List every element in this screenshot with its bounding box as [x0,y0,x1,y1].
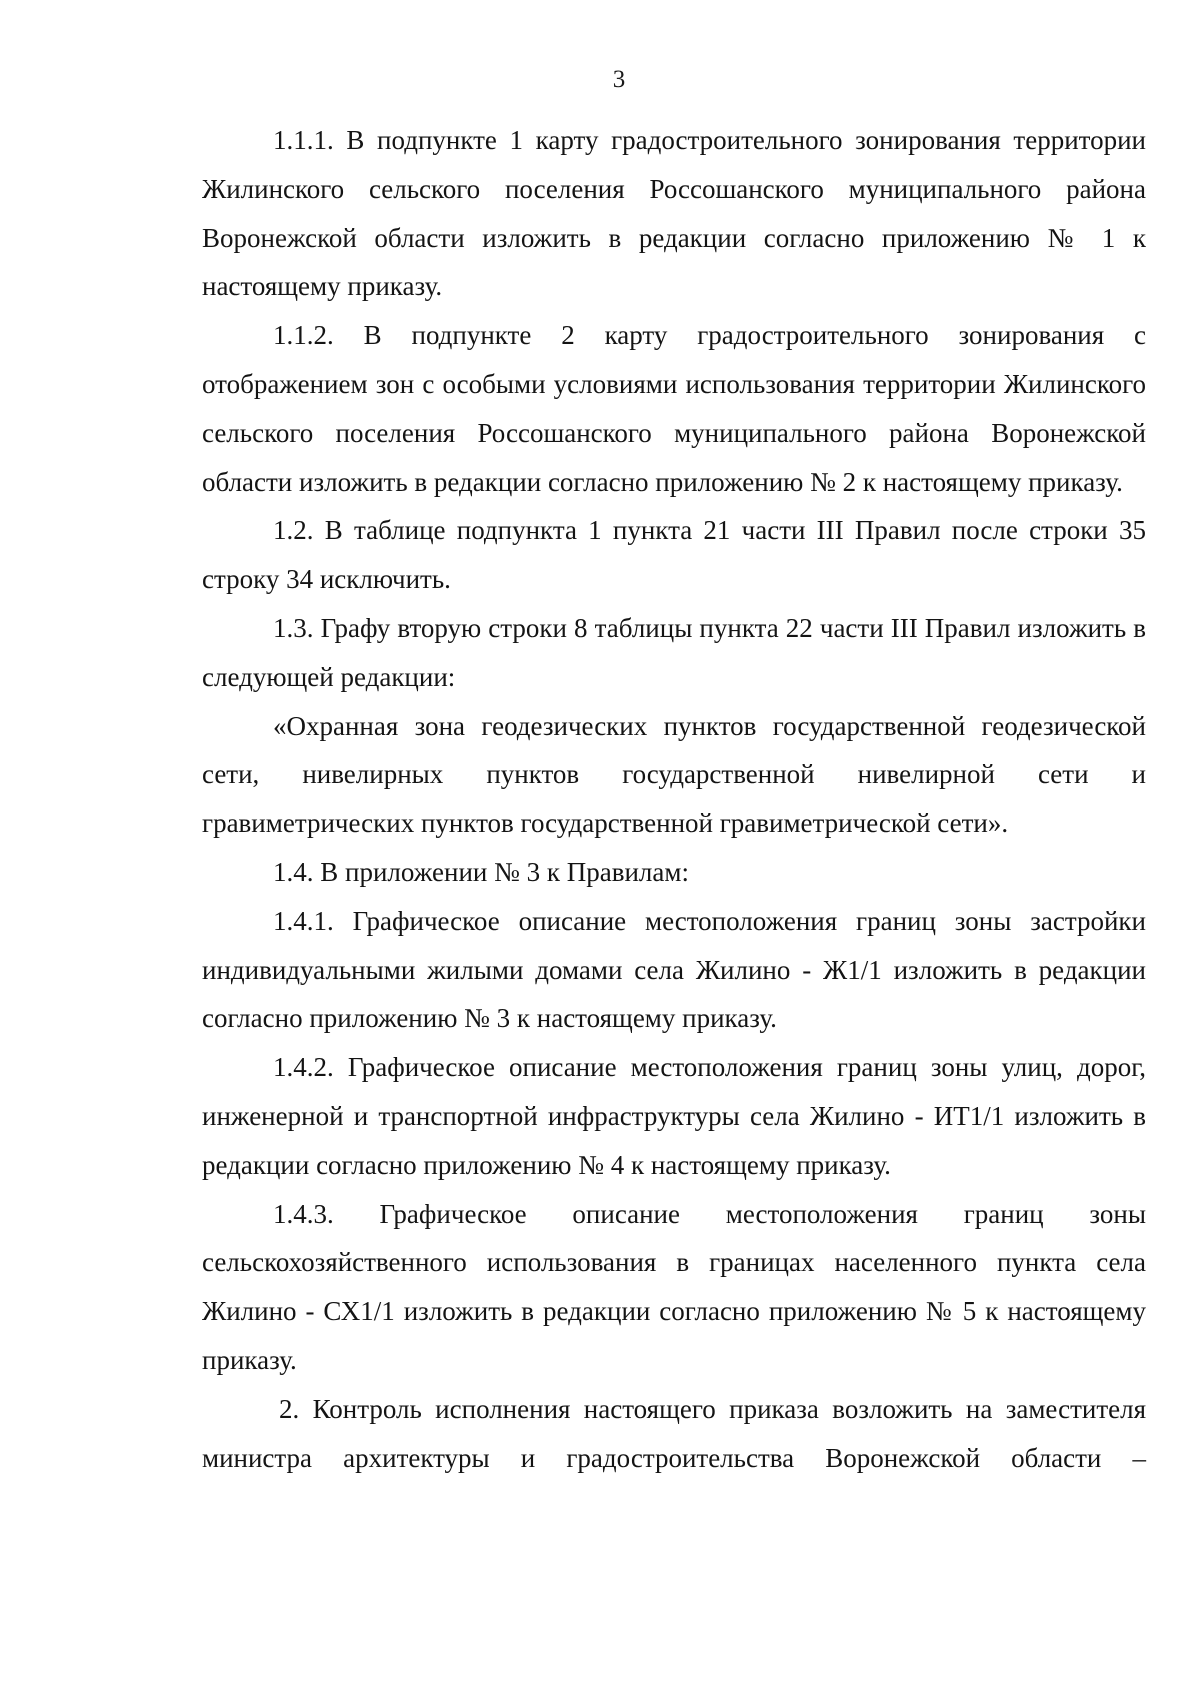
page-number: 3 [612,66,626,93]
paragraph-1-1-1: 1.1.1. В подпункте 1 карту градостроительного зонирования территории Жилинского сельского поселения Россошанского муниципального района Воронежской области изложить в редакции согласно приложению № 1 к настоящему приказу. [202,125,1146,302]
paragraph-2: 2. Контроль исполнения настоящего приказа возложить на заместителя министра архитектуры и градостроительства Воронежской области – [202,1393,1146,1473]
paragraph-1-1-2: 1.1.2. В подпункте 2 карту градостроительного зонирования с отображением зон с особыми условиями использования территории Жилинского сельского поселения Россошанского муниципального района Воронежской области изложить в редакции согласно приложению № 2 к настоящему приказу. [202,320,1146,497]
paragraph-1-4: 1.4. В приложении № 3 к Правилам: [273,856,689,887]
quoted-paragraph: «Охранная зона геодезических пунктов государственной геодезической сети, нивелирных пунктов государственной нивелирной сети и гравиметрических пунктов государственной гравиметрической сети». [202,710,1146,839]
paragraph-1-4-3: 1.4.3. Графическое описание местоположения границ зоны сельскохозяйственного использования в границах населенного пункта села Жилино - СХ1/1 изложить в редакции согласно приложению № 5 к настоящему приказу. [202,1198,1146,1375]
paragraph-1-3: 1.3. Графу вторую строки 8 таблицы пункта 22 части III Правил изложить в следующей редакции: [202,612,1146,692]
paragraph-1-2: 1.2. В таблице подпункта 1 пункта 21 части III Правил после строки 35 строку 34 исключить. [202,515,1146,595]
paragraph-1-4-2: 1.4.2. Графическое описание местоположения границ зоны улиц, дорог, инженерной и транспортной инфраструктуры села Жилино - ИТ1/1 изложить в редакции согласно приложению № 4 к настоящему приказу. [202,1052,1146,1180]
document-body [202,116,1146,1482]
paragraph-1-4-1: 1.4.1. Графическое описание местоположения границ зоны застройки индивидуальными жилыми домами села Жилино - Ж1/1 изложить в редакции согласно приложению № 3 к настоящему приказу. [202,905,1146,1034]
